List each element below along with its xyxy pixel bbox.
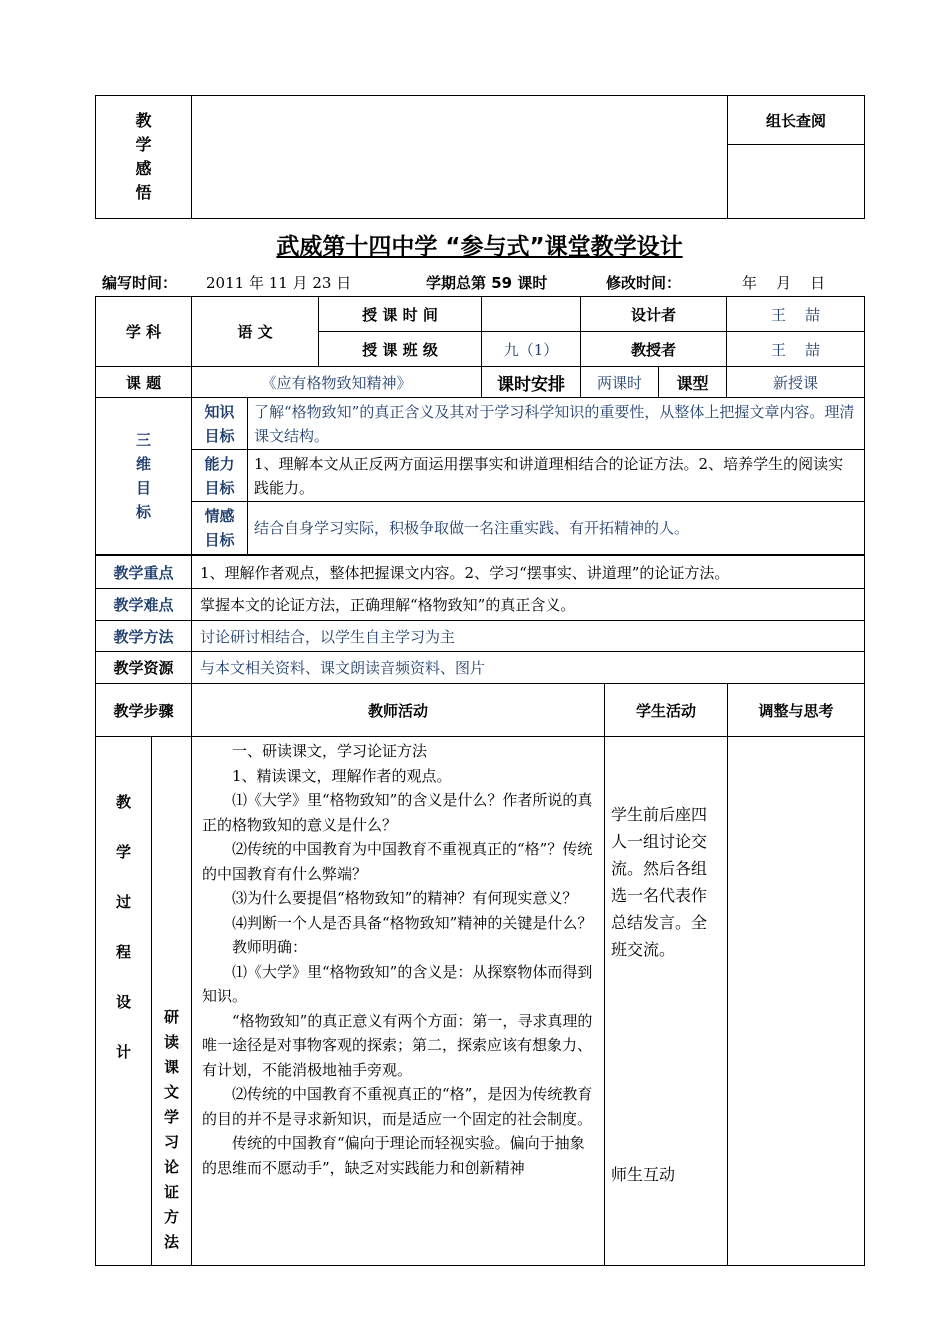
teacher-para: ⑵传统的中国教育为中国教育不重视真正的“格”？传统的中国教育有什么弊端？: [202, 840, 593, 883]
process-sub-char: 论: [164, 1158, 180, 1176]
goal-emotion-label: [192, 502, 248, 555]
teacher-para: 教师明确：: [232, 938, 308, 956]
key-point-text: 1、理解作者观点，整体把握课文内容。2、学习“摆事实、讲道理”的论证方法。: [192, 556, 865, 589]
adjust-content[interactable]: [728, 737, 865, 1266]
reflection-label-char: 悟: [135, 183, 152, 202]
teacher-para: 1、精读课文，理解作者的观点。: [232, 766, 452, 785]
goal-ability-text: 1、理解本文从正反两方面运用摆事实和讲道理相结合的论证方法。2、培养学生的阅读实践能力。: [248, 450, 865, 502]
process-sub-char: 方: [164, 1208, 180, 1226]
teacher-value: 王 喆: [727, 332, 865, 367]
process-sub-char: 读: [164, 1033, 180, 1051]
goals-label-char: 目: [135, 479, 151, 497]
process-label-char: 程: [115, 943, 131, 961]
schedule-value: 两课时: [581, 367, 659, 398]
reflection-content[interactable]: [192, 96, 728, 219]
goal-knowledge-label: [192, 398, 248, 450]
process-label-char: 学: [115, 843, 131, 861]
reflection-label-char: 感: [135, 159, 152, 178]
process-table: [95, 683, 865, 1266]
topic-label: 课 题: [96, 367, 192, 398]
type-value: 新授课: [727, 367, 865, 398]
goal-knowledge-text: 了解“格物致知”的真正含义及其对于学习科学知识的重要性，从整体上把握文章内容。理清课文结构。: [248, 398, 865, 450]
method-text: 讨论研讨相结合，以学生自主学习为主: [192, 621, 865, 652]
goals-table: [95, 397, 865, 555]
goal-label-line: 能力: [204, 454, 235, 473]
teacher-para: ⑴《大学》里“格物致知”的含义是：从探察物体而得到知识。: [202, 962, 593, 1005]
process-label-char: 计: [115, 1043, 131, 1061]
teacher-para: ⑴《大学》里“格物致知”的含义是什么？作者所说的真正的格物致知的意义是什么？: [202, 791, 593, 834]
write-time-label: 编写时间：: [102, 274, 178, 292]
teacher-para: “格物致知”的真正意义有两个方面：第一，寻求真理的唯一途径是对事物客观的探索；第二，探索应该有想象力、有计划，不能消极地袖手旁观。: [202, 1011, 593, 1079]
process-label-char: 过: [115, 893, 131, 911]
teacher-para: ⑶为什么要提倡“格物致知”的精神？有何现实意义？: [232, 889, 578, 907]
reflection-table: [95, 95, 865, 219]
goals-label-char: 维: [135, 455, 151, 473]
teacher-activity-content: [192, 737, 605, 1266]
teach-time-value: [482, 297, 581, 332]
teacher-activity-header: 教师活动: [192, 684, 605, 737]
teacher-label: 教授者: [581, 332, 727, 367]
difficulty-text: 掌握本文的论证方法，正确理解“格物致知”的真正含义。: [192, 589, 865, 621]
goals-label-char: 标: [135, 503, 151, 521]
topic-value: 《应有格物致知精神》: [192, 367, 482, 398]
key-rows-table: [95, 555, 865, 684]
type-label: 课型: [659, 367, 727, 398]
teacher-para: ⑷判断一个人是否具备“格物致知”精神的关键是什么？: [232, 913, 593, 932]
process-sub-char: 课: [164, 1058, 180, 1076]
goals-label-char: 三: [135, 431, 151, 449]
teacher-para: 传统的中国教育“偏向于理论而轻视实验。偏向于抽象的思维而不愿动手”，缺乏对实践能力和创新精神: [202, 1134, 585, 1177]
process-label: [96, 737, 152, 1266]
modify-time-label: 修改时间：: [606, 274, 682, 292]
schedule-label: 课时安排: [482, 367, 581, 398]
teacher-para: 一、研读课文，学习论证方法: [232, 742, 428, 760]
process-sub-char: 研: [164, 1008, 180, 1026]
page-title: 武威第十四中学 “参与式”课堂教学设计: [276, 234, 683, 260]
student-activity-text: 学生前后座四人一组讨论交流。然后各组选一名代表作总结发言。全班交流。: [611, 805, 708, 959]
reflection-label-char: 学: [135, 135, 152, 154]
subject-value: 语 文: [192, 297, 319, 367]
teacher-para: ⑵传统的中国教育不重视真正的“格”，是因为传统教育的目的并不是寻求新知识，而是适应一个固定的社会制度。: [202, 1085, 593, 1128]
goal-emotion-text: 结合自身学习实际，积极争取做一名注重实践、有开拓精神的人。: [248, 502, 865, 555]
adjust-header: 调整与思考: [728, 684, 865, 737]
goal-label-line: 目标: [204, 531, 235, 549]
process-sub-label: [152, 737, 192, 1266]
goal-label-line: 情感: [204, 507, 235, 525]
term-lesson: 学期总第 59 课时: [426, 274, 548, 292]
student-activity-header: 学生活动: [605, 684, 728, 737]
process-sub-char: 法: [164, 1233, 180, 1251]
student-activity-content: [605, 737, 728, 1266]
resource-label: 教学资源: [96, 652, 192, 684]
teach-class-value: 九（1）: [482, 332, 581, 367]
goal-label-line: 知识: [204, 402, 235, 421]
goal-label-line: 目标: [204, 478, 235, 497]
process-sub-char: 学: [164, 1108, 180, 1126]
write-time-value: 2011 年 11 月 23 日: [206, 274, 352, 292]
subject-label: 学 科: [96, 297, 192, 367]
modify-time-value: 年 月 日: [742, 274, 826, 292]
difficulty-label: 教学难点: [96, 589, 192, 621]
student-activity-text: 师生互动: [611, 1165, 676, 1184]
goal-label-line: 目标: [204, 426, 235, 445]
info-table: [95, 296, 865, 398]
process-sub-char: 文: [164, 1083, 180, 1101]
process-label-char: 教: [115, 793, 131, 811]
method-label: 教学方法: [96, 621, 192, 652]
process-label-char: 设: [115, 993, 131, 1011]
designer-label: 设计者: [581, 297, 727, 332]
process-sub-char: 证: [164, 1183, 180, 1201]
goals-label: [96, 398, 192, 555]
reflection-label-char: 教: [135, 111, 152, 130]
leader-review-label: 组长查阅: [728, 96, 865, 145]
steps-header: 教学步骤: [96, 684, 192, 737]
designer-value: 王 喆: [727, 297, 865, 332]
teach-time-label: 授 课 时 间: [319, 297, 482, 332]
process-sub-char: 习: [164, 1133, 180, 1151]
key-point-label: 教学重点: [96, 556, 192, 589]
leader-review-content[interactable]: [728, 145, 865, 219]
teach-class-label: 授 课 班 级: [319, 332, 482, 367]
reflection-label: [96, 96, 192, 219]
resource-text: 与本文相关资料、课文朗读音频资料、图片: [192, 652, 865, 684]
goal-ability-label: [192, 450, 248, 502]
